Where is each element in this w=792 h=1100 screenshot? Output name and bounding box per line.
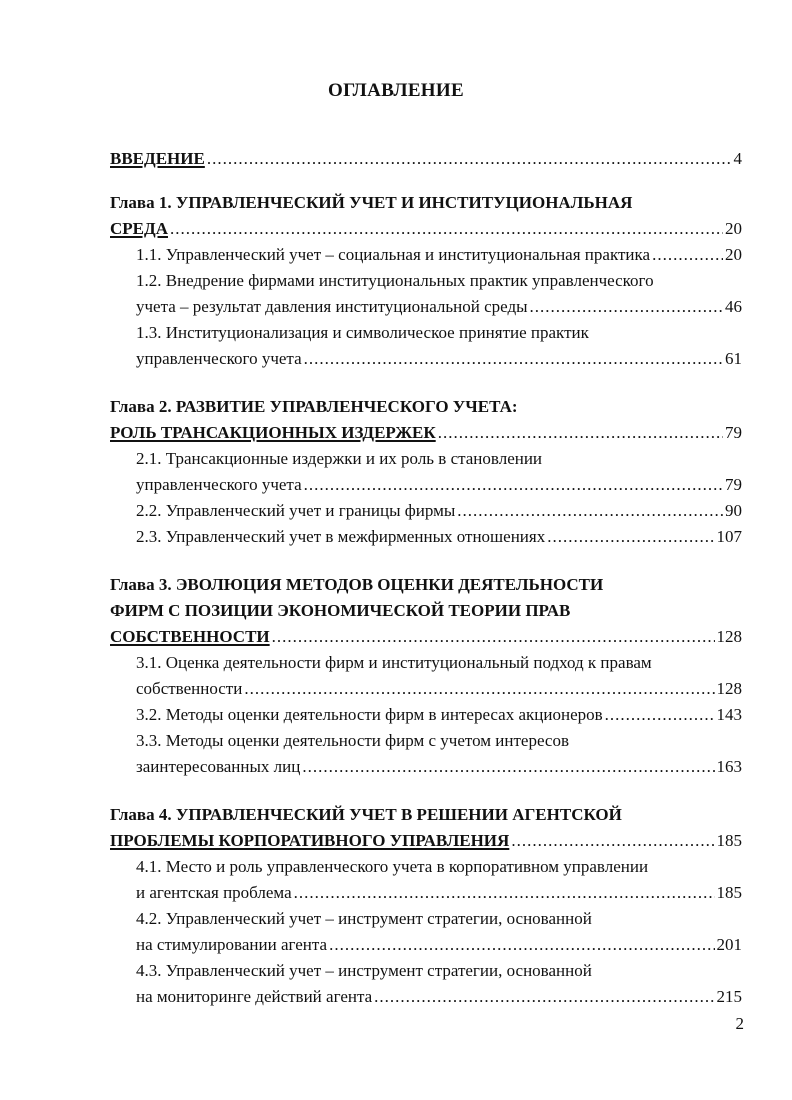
- section-title: 2.3. Управленческий учет в межфирменных отношениях: [136, 527, 546, 546]
- section-4-3-end[interactable]: [110, 984, 742, 1010]
- chapter-3-heading-end[interactable]: [110, 624, 742, 650]
- section-title: 1.3. Институционализация и символическое принятие практик: [136, 323, 589, 342]
- section-4-1[interactable]: [110, 854, 742, 880]
- dot-leader: [329, 932, 714, 958]
- section-title: 4.2. Управленческий учет – инструмент стратегии, основанной: [136, 909, 592, 928]
- section-1-2[interactable]: [110, 268, 742, 294]
- section-title: 1.1. Управленческий учет – социальная и институциональная практика: [136, 245, 651, 264]
- section-title: 4.1. Место и роль управленческого учета в корпоративном управлении: [136, 857, 649, 876]
- toc-page-number: 107: [716, 527, 742, 546]
- toc-page-number: 163: [716, 757, 742, 776]
- chapter-4-heading[interactable]: [110, 802, 742, 828]
- section-title: и агентская проблема: [136, 883, 292, 902]
- dot-leader: [547, 524, 714, 550]
- chapter-heading-text: СРЕДА: [110, 219, 168, 238]
- dot-leader: [652, 242, 723, 268]
- table-of-contents: [110, 146, 742, 1010]
- section-2-1[interactable]: [110, 446, 742, 472]
- section-title: собственности: [136, 679, 243, 698]
- toc-page-number: 201: [716, 935, 742, 954]
- chapter-2-heading-end[interactable]: [110, 420, 742, 446]
- page-title: ОГЛАВЛЕНИЕ: [328, 80, 464, 101]
- dot-leader: [170, 216, 723, 242]
- toc-page-number: 4: [733, 149, 742, 168]
- section-title: на мониторинге действий агента: [136, 987, 373, 1006]
- chapter-heading-text: СОБСТВЕННОСТИ: [110, 627, 270, 646]
- toc-page-number: 128: [716, 679, 742, 698]
- toc-entry-label: ВВЕДЕНИЕ: [110, 149, 205, 168]
- chapter-heading-text: ФИРМ С ПОЗИЦИИ ЭКОНОМИЧЕСКОЙ ТЕОРИИ ПРАВ: [110, 601, 571, 620]
- section-4-2[interactable]: [110, 906, 742, 932]
- dot-leader: [272, 624, 715, 650]
- section-1-3-end[interactable]: [110, 346, 742, 372]
- section-2-2[interactable]: [110, 498, 742, 524]
- dot-leader: [244, 676, 714, 702]
- section-3-2[interactable]: [110, 702, 742, 728]
- section-1-2-end[interactable]: [110, 294, 742, 320]
- toc-page-number: 185: [716, 831, 742, 850]
- dot-leader: [530, 294, 723, 320]
- section-3-1[interactable]: [110, 650, 742, 676]
- section-1-3[interactable]: [110, 320, 742, 346]
- chapter-1-heading-end[interactable]: [110, 216, 742, 242]
- section-3-1-end[interactable]: [110, 676, 742, 702]
- toc-page-number: 20: [725, 219, 742, 238]
- dot-leader: [457, 498, 723, 524]
- section-title: 3.3. Методы оценки деятельности фирм с учетом интересов: [136, 731, 569, 750]
- section-2-3[interactable]: [110, 524, 742, 550]
- section-title: управленческого учета: [136, 475, 302, 494]
- chapter-heading-text: Глава 3. ЭВОЛЮЦИЯ МЕТОДОВ ОЦЕНКИ ДЕЯТЕЛЬНОСТИ: [110, 575, 604, 594]
- dot-leader: [605, 702, 715, 728]
- toc-page-number: 79: [725, 423, 742, 442]
- page-number: 2: [735, 1014, 744, 1033]
- dot-leader: [294, 880, 715, 906]
- section-title: учета – результат давления институциональной среды: [136, 297, 528, 316]
- section-3-3[interactable]: [110, 728, 742, 754]
- toc-page-number: 20: [725, 245, 742, 264]
- chapter-1-heading[interactable]: [110, 190, 742, 216]
- dot-leader: [438, 420, 723, 446]
- toc-page-number: 61: [725, 349, 742, 368]
- toc-entry-intro[interactable]: [110, 146, 742, 172]
- section-title: 2.1. Трансакционные издержки и их роль в становлении: [136, 449, 543, 468]
- dot-leader: [207, 146, 732, 172]
- toc-page-number: 215: [716, 987, 742, 1006]
- dot-leader: [374, 984, 714, 1010]
- dot-leader: [511, 828, 714, 854]
- toc-page-number: 79: [725, 475, 742, 494]
- section-title: на стимулировании агента: [136, 935, 328, 954]
- section-2-1-end[interactable]: [110, 472, 742, 498]
- section-title: 3.1. Оценка деятельности фирм и институциональный подход к правам: [136, 653, 652, 672]
- chapter-heading-text: Глава 4. УПРАВЛЕНЧЕСКИЙ УЧЕТ В РЕШЕНИИ АГЕНТСКОЙ: [110, 805, 622, 824]
- section-title: заинтересованных лиц: [136, 757, 301, 776]
- chapter-heading-text: Глава 2. РАЗВИТИЕ УПРАВЛЕНЧЕСКОГО УЧЕТА:: [110, 397, 518, 416]
- chapter-heading-text: Глава 1. УПРАВЛЕНЧЕСКИЙ УЧЕТ И ИНСТИТУЦИОНАЛЬНАЯ: [110, 193, 633, 212]
- toc-page-number: 143: [716, 705, 742, 724]
- section-title: управленческого учета: [136, 349, 302, 368]
- section-4-1-end[interactable]: [110, 880, 742, 906]
- chapter-heading-text: РОЛЬ ТРАНСАКЦИОННЫХ ИЗДЕРЖЕК: [110, 423, 436, 442]
- section-4-3[interactable]: [110, 958, 742, 984]
- toc-page-number: 46: [725, 297, 742, 316]
- section-title: 3.2. Методы оценки деятельности фирм в интересах акционеров: [136, 705, 603, 724]
- toc-page-number: 128: [716, 627, 742, 646]
- section-title: 1.2. Внедрение фирмами институциональных практик управленческого: [136, 271, 654, 290]
- section-title: 2.2. Управленческий учет и границы фирмы: [136, 501, 456, 520]
- dot-leader: [304, 346, 723, 372]
- chapter-2-heading[interactable]: [110, 394, 742, 420]
- chapter-4-heading-end[interactable]: [110, 828, 742, 854]
- toc-page-number: 185: [716, 883, 742, 902]
- section-4-2-end[interactable]: [110, 932, 742, 958]
- dot-leader: [302, 754, 714, 780]
- chapter-3-heading-cont[interactable]: [110, 598, 742, 624]
- chapter-3-heading[interactable]: [110, 572, 742, 598]
- chapter-heading-text: ПРОБЛЕМЫ КОРПОРАТИВНОГО УПРАВЛЕНИЯ: [110, 831, 510, 850]
- section-title: 4.3. Управленческий учет – инструмент стратегии, основанной: [136, 961, 592, 980]
- toc-page-number: 90: [725, 501, 742, 520]
- section-3-3-end[interactable]: [110, 754, 742, 780]
- dot-leader: [304, 472, 723, 498]
- section-1-1[interactable]: [110, 242, 742, 268]
